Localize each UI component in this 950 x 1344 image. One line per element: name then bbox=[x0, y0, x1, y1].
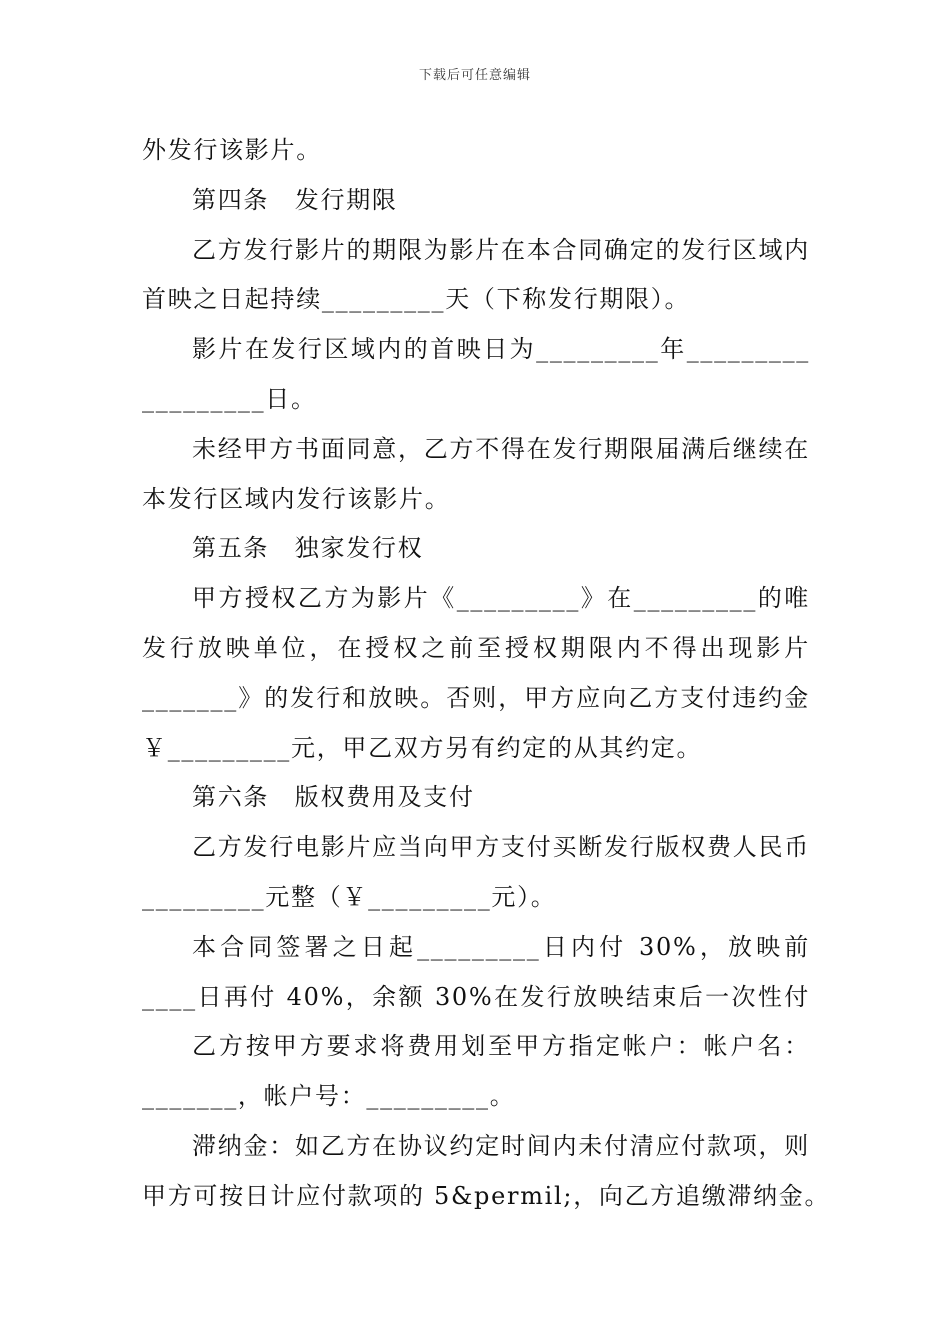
text-line: _________元整（￥_________元）。 bbox=[142, 882, 557, 911]
text-line: ____日再付 40%，余额 30%在发行放映结束后一次性付 bbox=[142, 982, 810, 1011]
text-line: 本合同签署之日起_________日内付 30%，放映前 bbox=[192, 932, 810, 961]
text-line: 滞纳金：如乙方在协议约定时间内未付清应付款项，则 bbox=[192, 1131, 810, 1160]
contract-body bbox=[142, 126, 831, 1222]
text-line: _______》的发行和放映。否则，甲方应向乙方支付违约金 bbox=[142, 683, 810, 712]
text-line: 影片在发行区域内的首映日为_________年_________ bbox=[192, 335, 810, 364]
section-heading: 第四条 发行期限 bbox=[192, 185, 398, 214]
text-line: 本发行区域内发行该影片。 bbox=[142, 484, 451, 513]
section-heading: 第六条 版权费用及支付 bbox=[192, 783, 475, 812]
text-line: _________日。 bbox=[142, 384, 317, 413]
text-line: 外发行该影片。 bbox=[142, 136, 322, 164]
text-line: 乙方发行电影片应当向甲方支付买断发行版权费人民币 bbox=[192, 833, 810, 862]
text-line: _______，帐户号：_________。 bbox=[142, 1082, 516, 1111]
text-line: 首映之日起持续_________天（下称发行期限）。 bbox=[142, 285, 691, 314]
page-header: 下载后可任意编辑 bbox=[418, 68, 531, 83]
section-heading: 第五条 独家发行权 bbox=[192, 534, 424, 563]
text-line: ￥_________元，甲乙双方另有约定的从其约定。 bbox=[142, 733, 703, 762]
text-line: 发行放映单位，在授权之前至授权期限内不得出现影片 bbox=[142, 633, 810, 662]
text-line: 乙方按甲方要求将费用划至甲方指定帐户：帐户名： bbox=[192, 1032, 810, 1061]
text-line: 甲方授权乙方为影片《_________》在_________的唯 bbox=[192, 584, 810, 613]
text-line: 未经甲方书面同意，乙方不得在发行期限届满后继续在 bbox=[192, 434, 810, 463]
text-line: 甲方可按日计应付款项的 5&permil;，向乙方追缴滞纳金。 bbox=[142, 1181, 831, 1210]
text-line: 乙方发行影片的期限为影片在本合同确定的发行区域内 bbox=[192, 235, 810, 264]
